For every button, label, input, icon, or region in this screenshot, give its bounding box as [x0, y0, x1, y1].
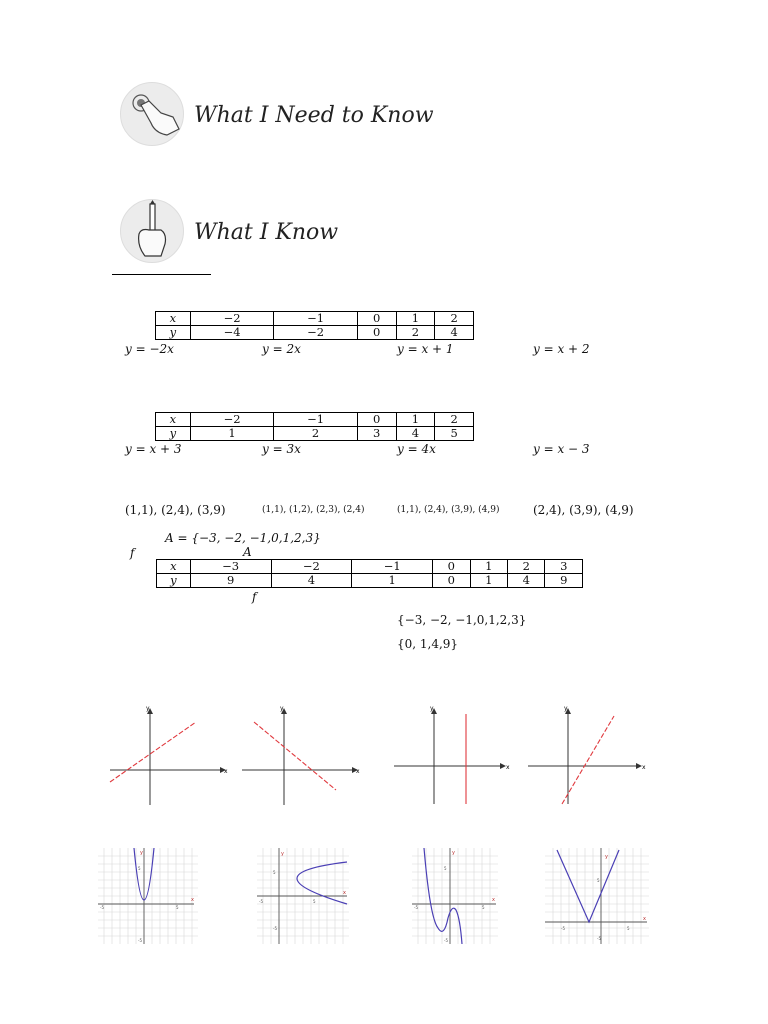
pointing-hand-icon — [120, 82, 184, 146]
table-row — [157, 574, 583, 588]
table-cell: 4 — [271, 574, 352, 588]
tick-label: 5 — [597, 878, 600, 883]
choice-3c: (1,1), (2,4), (3,9), (4,9) — [397, 505, 500, 515]
choice-1a: y = −2x — [125, 342, 174, 356]
table-row — [156, 326, 474, 340]
table-cell: 2 — [435, 312, 474, 326]
table-cell: x — [156, 413, 191, 427]
y-axis-label: y — [430, 705, 434, 712]
table-cell: 1 — [470, 560, 507, 574]
tick-label: -5 — [259, 899, 263, 904]
tick-label: -5 — [444, 938, 448, 943]
table-cell: 4 — [396, 427, 435, 441]
table-cell: 1 — [470, 574, 507, 588]
grid-graph-absolute-value — [545, 848, 649, 944]
xy-table-1 — [155, 311, 474, 340]
tick-label: 5 — [444, 866, 447, 871]
table-row — [156, 413, 474, 427]
table-cell: −4 — [190, 326, 273, 340]
grid-graph-parabola — [98, 848, 198, 944]
choice-2a: y = x + 3 — [125, 442, 182, 456]
tick-label: -5 — [597, 936, 601, 941]
y-axis-label: y — [452, 850, 455, 856]
table-cell: 9 — [190, 574, 271, 588]
y-axis-label: y — [281, 851, 284, 857]
table-cell: 9 — [545, 574, 583, 588]
x-axis-label: x — [643, 916, 646, 922]
table-cell: −3 — [190, 560, 271, 574]
line-graph-c — [392, 700, 514, 810]
heading-what-i-need-to-know: What I Need to Know — [194, 103, 434, 128]
tick-label: -5 — [100, 905, 104, 910]
y-axis-label: y — [564, 705, 568, 712]
choice-4a: {−3, −2, −1,0,1,2,3} — [397, 613, 527, 627]
table-cell: 1 — [352, 574, 433, 588]
choice-2c: y = 4x — [397, 442, 436, 456]
table-cell: 0 — [433, 560, 470, 574]
table-cell: 1 — [396, 312, 435, 326]
table-cell: −1 — [274, 413, 357, 427]
tick-label: 5 — [313, 899, 316, 904]
table-cell: 2 — [435, 413, 474, 427]
table-cell: y — [156, 427, 191, 441]
table-cell: 2 — [396, 326, 435, 340]
heading-what-i-know: What I Know — [194, 220, 339, 245]
choice-1c: y = x + 1 — [397, 342, 454, 356]
tick-label: -5 — [138, 938, 142, 943]
x-axis-label: x — [506, 764, 510, 771]
table-cell: 1 — [190, 427, 273, 441]
xy-table-3 — [156, 559, 583, 588]
table-cell: 4 — [508, 574, 545, 588]
table-cell: y — [157, 574, 191, 588]
choice-3a: (1,1), (2,4), (3,9) — [125, 503, 226, 517]
y-axis-label: y — [605, 854, 608, 860]
tick-label: -5 — [414, 905, 418, 910]
line-graph-a — [108, 700, 230, 810]
x-axis-label: x — [191, 897, 194, 903]
choice-3b: (1,1), (1,2), (2,3), (2,4) — [262, 505, 365, 515]
tick-label: 5 — [482, 905, 485, 910]
table-cell: x — [157, 560, 191, 574]
divider-line — [112, 274, 211, 275]
table-cell: 1 — [396, 413, 435, 427]
table-row — [156, 312, 474, 326]
table-cell: 0 — [357, 326, 396, 340]
table-cell: −2 — [274, 326, 357, 340]
table-cell: −1 — [352, 560, 433, 574]
y-axis-label: y — [280, 705, 284, 712]
table-cell: −2 — [190, 413, 273, 427]
choice-2d: y = x − 3 — [533, 442, 590, 456]
tick-label: -5 — [561, 926, 565, 931]
choice-2b: y = 3x — [262, 442, 301, 456]
choice-3d: (2,4), (3,9), (4,9) — [533, 503, 634, 517]
x-axis-label: x — [642, 764, 646, 771]
table-cell: −2 — [271, 560, 352, 574]
choice-1b: y = 2x — [262, 342, 301, 356]
table-cell: 3 — [545, 560, 583, 574]
table-cell: −1 — [274, 312, 357, 326]
table-cell: 3 — [357, 427, 396, 441]
letter-f-2: f — [252, 590, 257, 604]
pencil-hand-icon — [120, 199, 184, 263]
x-axis-label: x — [224, 768, 228, 775]
table-cell: 2 — [274, 427, 357, 441]
x-axis-label: x — [356, 768, 360, 775]
tick-label: -5 — [273, 926, 277, 931]
grid-lines — [98, 848, 198, 944]
table-cell: x — [156, 312, 191, 326]
table-cell: 0 — [357, 413, 396, 427]
choice-4b: {0, 1,4,9} — [397, 637, 459, 651]
line-graph-d — [526, 700, 648, 810]
table-cell: −2 — [190, 312, 273, 326]
grid-graph-sideways-parabola — [257, 848, 349, 944]
choice-1d: y = x + 2 — [533, 342, 590, 356]
y-axis-label: y — [140, 850, 143, 856]
table-cell: 2 — [508, 560, 545, 574]
table-cell: y — [156, 326, 191, 340]
table-row — [157, 560, 583, 574]
tick-label: 5 — [627, 926, 630, 931]
table-cell: 0 — [433, 574, 470, 588]
tick-label: 5 — [176, 905, 179, 910]
table-cell: 5 — [435, 427, 474, 441]
y-axis-label: y — [146, 705, 150, 712]
xy-table-2 — [155, 412, 474, 441]
letter-a: A — [243, 545, 252, 559]
x-axis-label: x — [492, 897, 495, 903]
table-row — [156, 427, 474, 441]
table-cell: 4 — [435, 326, 474, 340]
grid-graph-cubic — [412, 848, 498, 944]
table-cell: 0 — [357, 312, 396, 326]
tick-label: 5 — [273, 870, 276, 875]
set-a: A = {−3, −2, −1,0,1,2,3} — [165, 531, 321, 545]
x-axis-label: x — [343, 890, 346, 896]
tick-label: 5 — [138, 866, 141, 871]
line-graph-b — [240, 700, 362, 810]
letter-f: f — [130, 546, 135, 560]
